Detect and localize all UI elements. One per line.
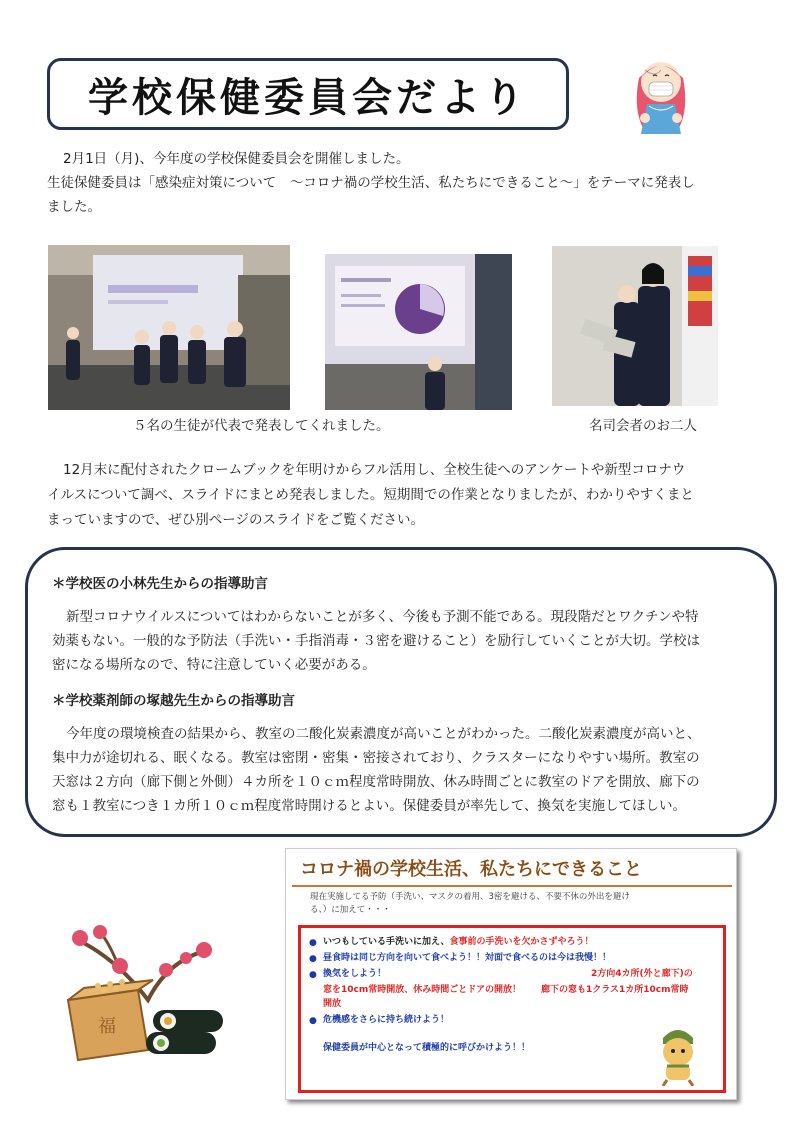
advice-pharmacist-line-2: 集中力が途切れる、眠くなる。教室は密閉・密集・密接されており、クラスターになりやすい場所。教室の [52,750,700,766]
presentation-photo [48,245,290,410]
advice-heading-doctor: ＊学校医の小林先生からの指導助言 [52,576,268,592]
slide-intro-line-2: る、）に加えて・・・ [310,905,391,915]
slide-bullet-3-sub-1: 窓を10cm常時開放、休み時間ごとドアの開放！ [323,985,521,995]
mc-photo [552,246,718,406]
intro-line-2: 生徒保健委員は「感染症対策について 〜コロナ禍の学校生活、私たちにできること〜」をテーマに発表し [47,175,695,191]
bullet-icon: ● [309,970,317,980]
slide-highlight-box [298,925,726,1093]
slide-presentation-photo [325,254,512,410]
advice-heading-pharmacist: ＊学校薬剤師の塚越先生からの指導助言 [52,693,295,709]
page-title: 学校保健委員会だより [88,74,528,121]
girl-with-mask-illustration [625,48,697,140]
advice-box [25,547,777,837]
slide-bullet-3-right-1: 2方向4カ所(外と廊下)の [591,969,693,979]
body-line-1: 12月末に配付されたクロームブックを年明けからフル活用し、全校生徒へのアンケートや新型コロナウ [63,462,686,478]
advice-pharmacist-line-4: 窓も１教室につき１カ所１０ｃｍ程度常時開けるとよい。保健委員が率先して、換気を実施してほしい。 [52,798,686,814]
caption-mcs: 名司会者のお二人 [589,418,697,434]
body-line-3: まっていますので、ぜひ別ページのスライドをご覧ください。 [47,512,425,528]
slide-bullet-4: 危機感をさらに持ち続けよう！ [323,1015,450,1025]
advice-doctor-line-1: 新型コロナウイルスについてはわからないことが多く、今後も予測不能である。現段階だとワクチンや特 [66,609,699,625]
intro-line-1: 2月1日（月)、今年度の学校保健委員会を開催しました。 [63,151,410,167]
slide-bullet-1: いつもしている手洗いに加え、食事前の手洗いを欠かさずやろう！ [323,937,594,947]
slide-bullet-3: 換気をしよう！ [323,969,387,979]
caption-presenters: ５名の生徒が代表で発表してくれました。 [133,418,390,434]
mascot-illustration [653,1024,703,1086]
bullet-icon: ● [309,1016,317,1026]
advice-doctor-line-2: 効薬もない。一般的な予防法（手洗い・手指消毒・３密を避けること）を励行していくことが大切。学校は [52,633,700,649]
bullet-icon: ● [309,938,317,948]
body-line-2: イルスについて調べ、スライドにまとめ発表しました。短期間での作業となりましたが、わかりやすくまと [47,487,694,503]
slide-image [285,848,737,1100]
advice-pharmacist-line-3: 天窓は２方向（廊下側と外側）４カ所を１０ｃｍ程度常時開放、休み時間ごとに教室のドアを開放、廊下の [52,774,700,790]
slide-intro-line-1: 現在実施してる予防（手洗い、マスクの着用、3密を避ける、不要不休の外出を避け [310,892,630,902]
slide-bullet-3-right-2: 廊下の窓も1クラス1カ所10cm常時 [541,985,689,995]
slide-title: コロナ禍の学校生活、私たちにできること [292,853,732,887]
slide-bullet-3-sub-2: 開放 [323,999,342,1009]
slide-bullet-2: 昼食時は同じ方向を向いて食べよう！！対面で食べるのは今は我慢！！ [323,953,612,963]
bullet-icon: ● [309,954,317,964]
title-banner [47,58,569,130]
advice-pharmacist-line-1: 今年度の環境検査の結果から、教室の二酸化炭素濃度が高いことがわかった。二酸化炭素濃度が高いと、 [66,726,701,742]
advice-doctor-line-3: 密になる場所なので、特に注意していく必要がある。 [52,657,376,673]
slide-intro [310,891,720,917]
svg-text:福: 福 [98,1016,116,1037]
plum-and-ehomaki-illustration [58,920,228,1070]
slide-bullet-5: 保健委員が中心となって積極的に呼びかけよう！！ [323,1043,531,1053]
intro-line-3: ました。 [47,199,101,215]
